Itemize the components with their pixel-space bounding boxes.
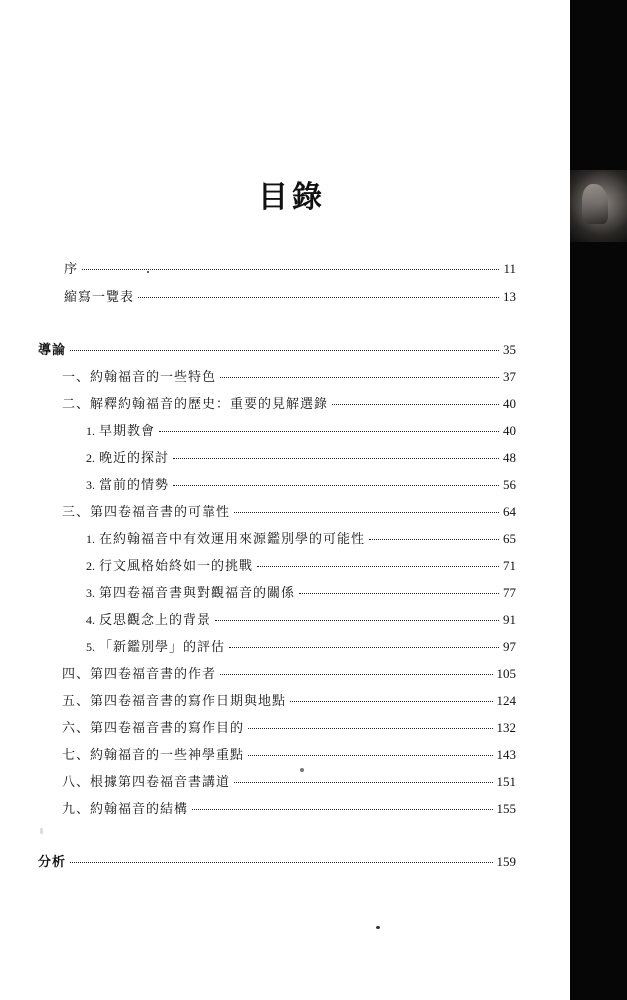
leader-dots: [257, 566, 499, 567]
toc-entry-page: 143: [496, 747, 516, 762]
scan-speck: [300, 768, 304, 772]
leader-dots: [220, 377, 499, 378]
toc-section[interactable]: [62, 799, 516, 819]
leader-dots: [248, 755, 492, 756]
toc-entry-label: 反思觀念上的背景: [99, 613, 212, 628]
toc-entry-label: 八、根據第四卷福音書講道: [62, 775, 231, 790]
leader-dots: [229, 647, 499, 648]
leader-dots: [173, 458, 499, 459]
toc-entry-label: 分析: [38, 855, 67, 870]
toc-entry-label: 四、第四卷福音書的作者: [62, 667, 217, 682]
toc-subsection[interactable]: [86, 583, 516, 603]
toc-entry-number: 1.: [86, 424, 95, 438]
toc-entry-analysis[interactable]: [38, 852, 516, 872]
leader-dots: [159, 431, 499, 432]
leader-dots: [215, 620, 499, 621]
toc-entry-label: 五、第四卷福音書的寫作日期與地點: [62, 694, 287, 709]
leader-dots: [70, 862, 492, 863]
leader-dots: [70, 350, 499, 351]
toc-subsection[interactable]: [86, 421, 516, 441]
toc-entry-page: 132: [496, 720, 516, 735]
toc-entry-page: 40: [503, 396, 516, 411]
toc-entry-page: 91: [503, 612, 516, 627]
toc-entry-page: 64: [503, 504, 516, 519]
toc-entry-label: 九、約翰福音的結構: [62, 802, 189, 817]
toc-entry-label: 在約翰福音中有效運用來源鑑別學的可能性: [99, 532, 366, 547]
toc-entry-page: 105: [496, 666, 516, 681]
toc-entry-page: 97: [503, 639, 516, 654]
toc-subsection[interactable]: [86, 475, 516, 495]
scan-speck: [147, 271, 149, 273]
toc-subsection[interactable]: [86, 556, 516, 576]
toc-entry-page: 124: [496, 693, 516, 708]
toc-entry-page: 35: [503, 342, 516, 357]
leader-dots: [332, 404, 499, 405]
toc-section[interactable]: [62, 502, 516, 522]
toc-section[interactable]: [62, 367, 516, 387]
toc-entry-label: 一、約翰福音的一些特色: [62, 370, 217, 385]
toc-entry-abbreviations[interactable]: [64, 287, 516, 307]
leader-dots: [234, 782, 492, 783]
toc-entry-page: 48: [503, 450, 516, 465]
toc-entry-page: 37: [503, 369, 516, 384]
toc-subsection[interactable]: [86, 610, 516, 630]
leader-dots: [234, 512, 499, 513]
leader-dots: [248, 728, 492, 729]
toc-entry-number: 3.: [86, 478, 95, 492]
toc-entry-page: 56: [503, 477, 516, 492]
toc-section[interactable]: [62, 745, 516, 765]
toc-section[interactable]: [62, 772, 516, 792]
toc-section[interactable]: [62, 691, 516, 711]
toc-subsection[interactable]: [86, 637, 516, 657]
leader-dots: [299, 593, 499, 594]
toc-section[interactable]: [62, 394, 516, 414]
leader-dots: [173, 485, 499, 486]
toc-entry-number: 1.: [86, 532, 95, 546]
toc-entry-label: 二、解釋約翰福音的歷史：重要的見解選錄: [62, 397, 329, 412]
leader-dots: [290, 701, 492, 702]
toc-entry-label: 當前的情勢: [99, 478, 170, 493]
toc-entry-label: 早期教會: [99, 424, 156, 439]
page-title: 目錄: [258, 180, 326, 215]
toc-entry-label: 導論: [38, 343, 67, 358]
toc-entry-page: 40: [503, 423, 516, 438]
toc-entry-number: 2.: [86, 451, 95, 465]
toc-section[interactable]: [62, 718, 516, 738]
toc-entry-page: 65: [503, 531, 516, 546]
toc-entry-label: 晚近的探討: [99, 451, 170, 466]
leader-dots: [82, 269, 499, 270]
toc-subsection[interactable]: [86, 529, 516, 549]
page-edge-shadow: [570, 0, 627, 1000]
toc-entry-page: 11: [503, 261, 516, 276]
toc-entry-label: 六、第四卷福音書的寫作目的: [62, 721, 245, 736]
scan-speck: [376, 926, 380, 929]
leader-dots: [138, 297, 499, 298]
toc-entry-page: 71: [503, 558, 516, 573]
toc-entry-label: 第四卷福音書與對觀福音的關係: [99, 586, 296, 601]
toc-entry-label: 「新鑑別學」的評估: [99, 640, 226, 655]
toc-entry-page: 155: [496, 801, 516, 816]
toc-entry-label: 三、第四卷福音書的可靠性: [62, 505, 231, 520]
toc-entry-label: 序: [64, 262, 79, 277]
toc-section[interactable]: [62, 664, 516, 684]
toc-entry-preface[interactable]: [64, 259, 516, 279]
toc-entry-label: 七、約翰福音的一些神學重點: [62, 748, 245, 763]
leader-dots: [192, 809, 492, 810]
toc-entry-introduction[interactable]: [38, 340, 516, 360]
scan-speck: [40, 828, 43, 834]
toc-entry-page: 77: [503, 585, 516, 600]
toc-entry-number: 4.: [86, 613, 95, 627]
leader-dots: [220, 674, 492, 675]
toc-entry-page: 159: [496, 854, 516, 869]
toc-subsection[interactable]: [86, 448, 516, 468]
toc-entry-label: 縮寫一覽表: [64, 290, 135, 305]
toc-entry-page: 13: [503, 289, 516, 304]
toc-entry-number: 3.: [86, 586, 95, 600]
toc-entry-page: 151: [496, 774, 516, 789]
toc-entry-number: 5.: [86, 640, 95, 654]
toc-entry-number: 2.: [86, 559, 95, 573]
leader-dots: [369, 539, 499, 540]
toc-entry-label: 行文風格始終如一的挑戰: [99, 559, 254, 574]
